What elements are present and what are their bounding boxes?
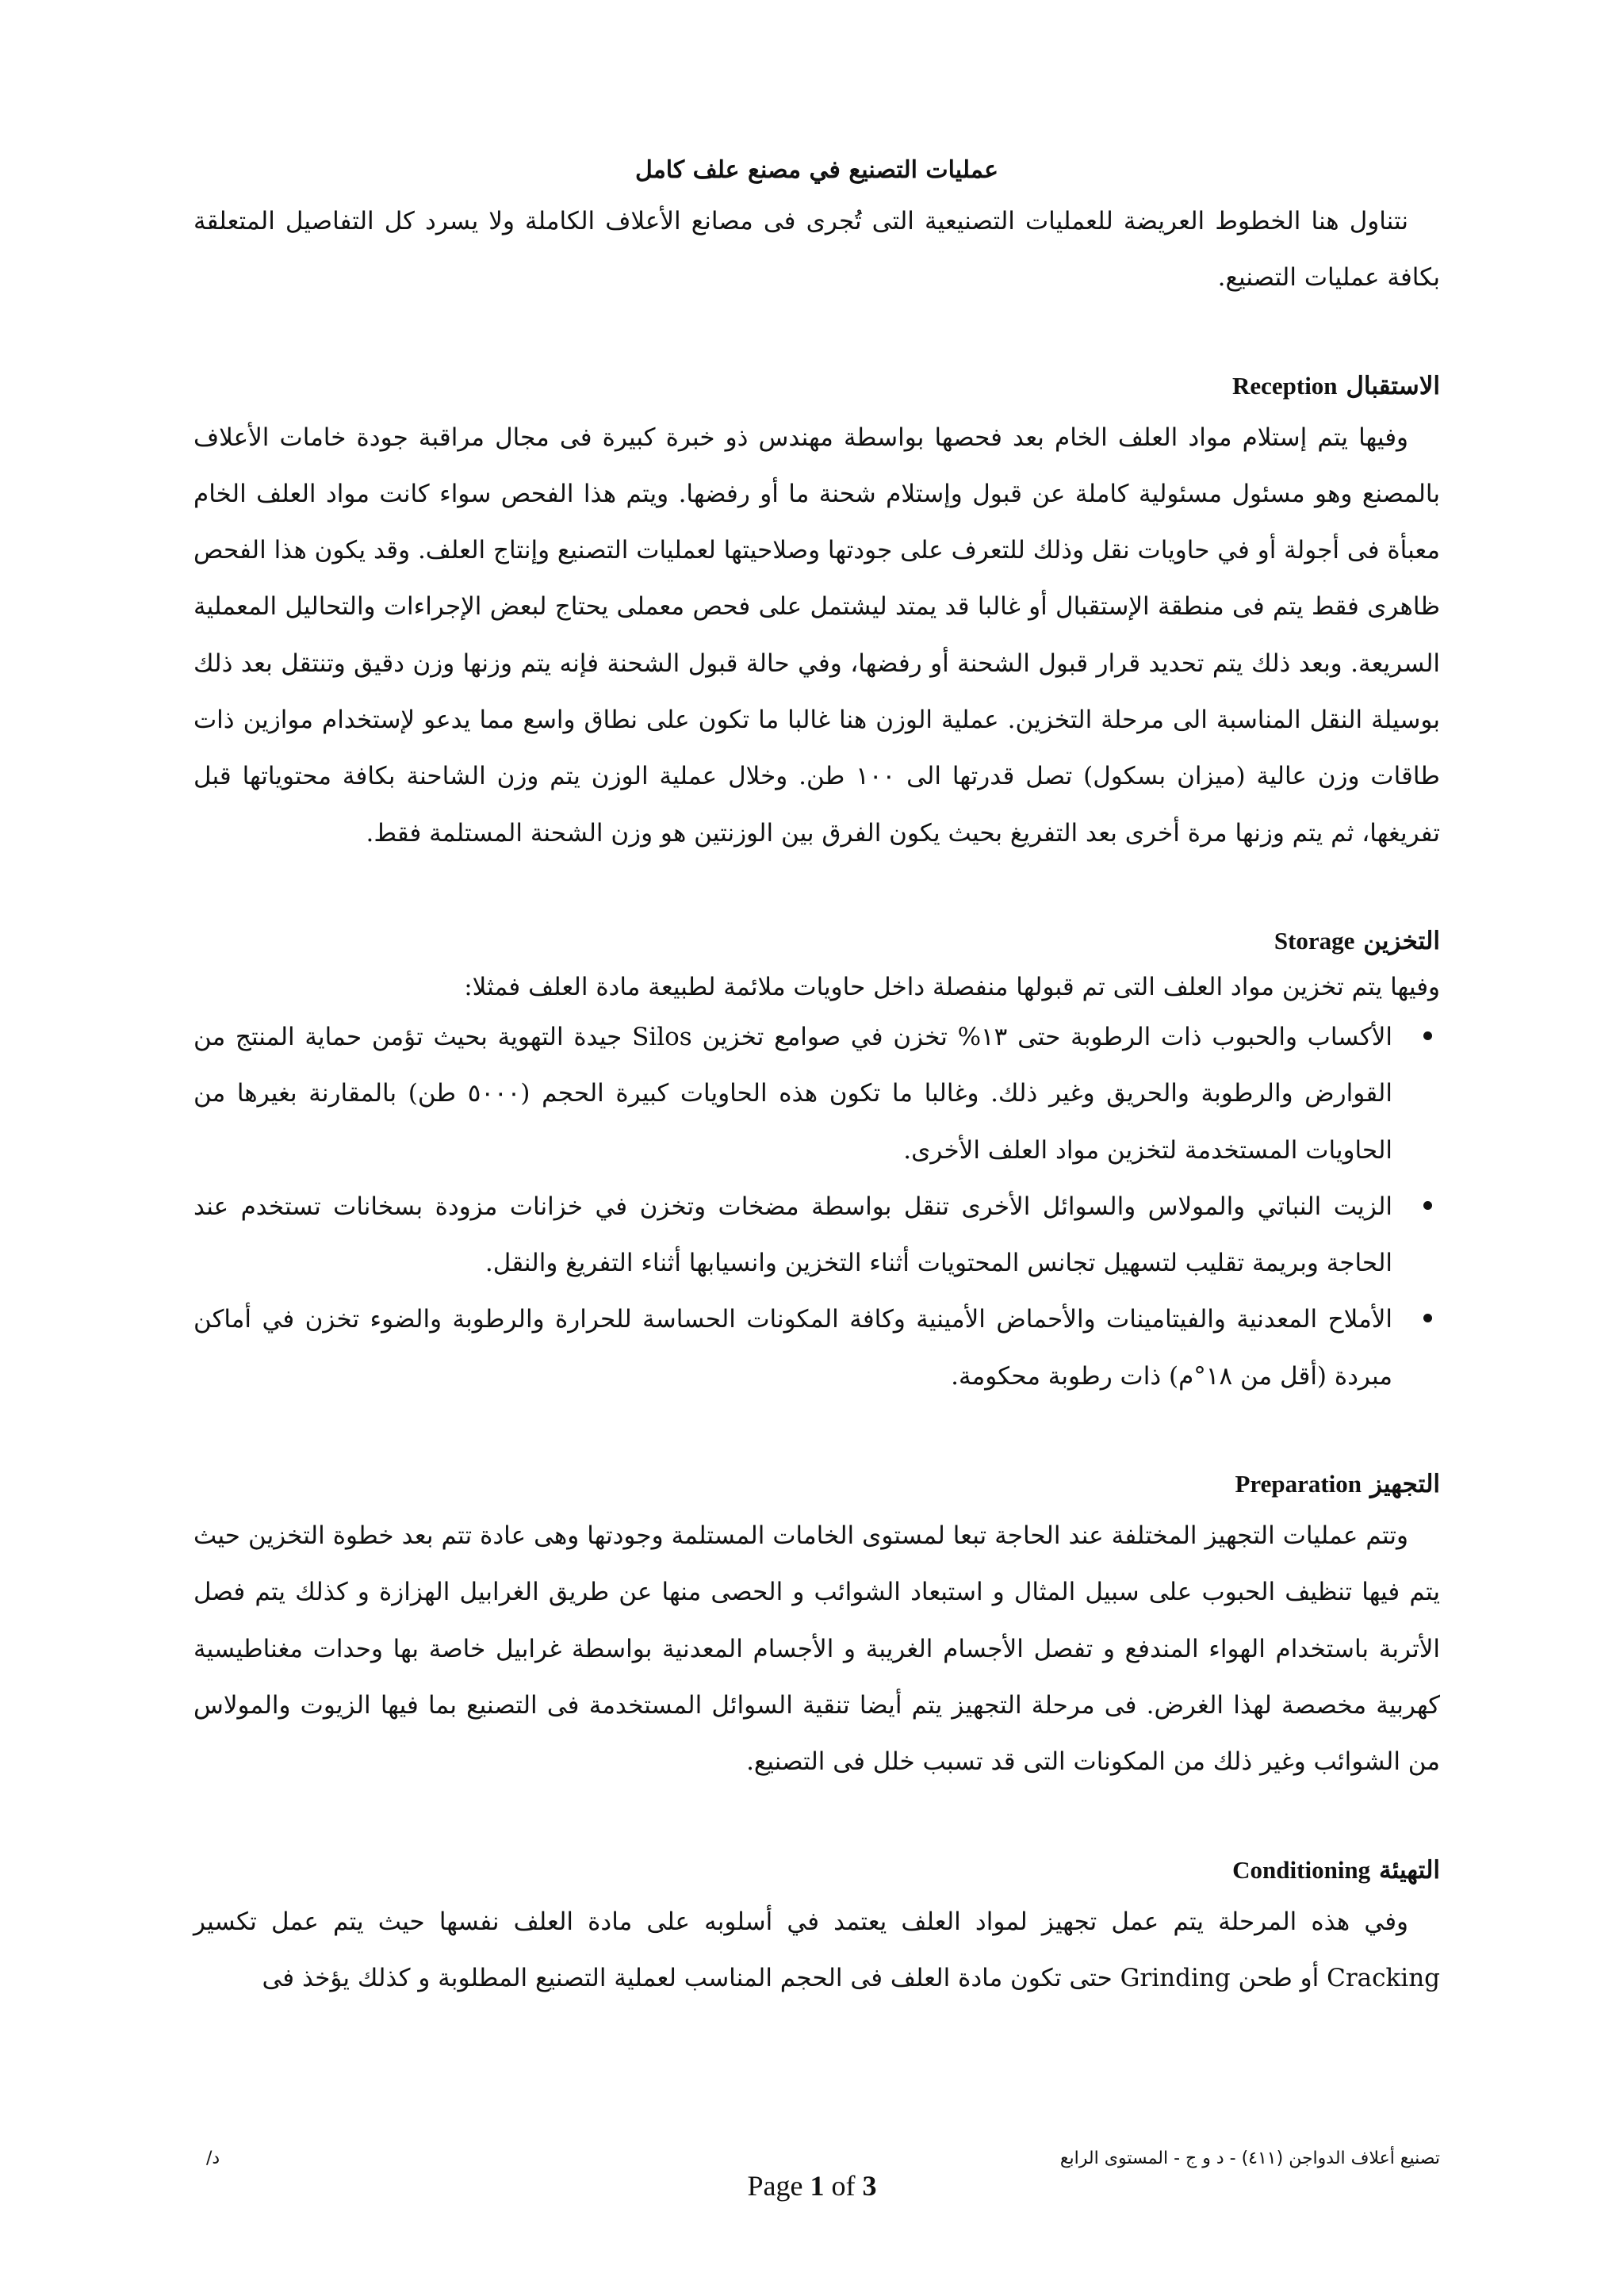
conditioning-heading-en: Conditioning (1232, 1855, 1371, 1884)
storage-bullet-list (193, 1009, 1440, 1405)
reception-paragraph: وفيها يتم إستلام مواد العلف الخام بعد فحصها بواسطة مهندس ذو خبرة كبيرة فى مجال مراقبة جودة خامات الأعلاف بالمصنع وهو مسئول مسئولية كاملة عن قبول وإستلام شحنة ما أو رفضها. ويتم هذا الفحص سواء كانت مواد العلف الخام معبأة فى أجولة أو في حاويات نقل وذلك للتعرف على جودتها وصلاحيتها لعمليات التصنيع وإنتاج العلف. وقد يكون هذا الفحص ظاهرى فقط يتم فى منطقة الإستقبال أو غالبا قد يمتد ليشتمل على فحص معملى يحتاج لبعض الإجراءات والتحاليل المعملية السريعة. وبعد ذلك يتم تحديد قرار قبول الشحنة أو رفضها، وفي حالة قبول الشحنة فإنه يتم وزنها وزن دقيق وتنتقل بعد ذلك بوسيلة النقل المناسبة الى مرحلة التخزين. عملية الوزن هنا غالبا ما تكون على نطاق واسع مما يدعو لإستخدام موازين ذات طاقات وزن عالية (ميزان بسكول) تصل قدرتها الى ١٠٠ طن. وخلال عملية الوزن يتم وزن الشاحنة بكافة محتوياتها قبل تفريغها، ثم يتم وزنها مرة أخرى بعد التفريغ بحيث يكون الفرق بين الوزنتين هو وزن الشحنة المستلمة فقط. (193, 423, 1441, 848)
storage-heading-ar: التخزين (1363, 926, 1440, 955)
storage-heading-en: Storage (1274, 926, 1355, 955)
footer-course-text: تصنيع أعلاف الدواجن (٤١١) - د و ج - المستوى الرابع (1059, 2149, 1440, 2168)
document-title: عمليات التصنيع في مصنع علف كامل (635, 156, 998, 184)
bullet-icon (1423, 1314, 1432, 1322)
intro-paragraph: نتناول هنا الخطوط العريضة للعمليات التصنيعية التى تُجرى فى مصانع الأعلاف الكاملة ولا يسرد كل التفاصيل المتعلقة بكافة عمليات التصنيع. (193, 207, 1440, 293)
reception-heading-ar: الاستقبال (1346, 371, 1440, 400)
total-pages: 3 (862, 2170, 877, 2202)
storage-bullet-text: الأكساب والحبوب ذات الرطوبة حتى ١٣% تخزن في صوامع تخزين Silos جيدة التهوية بحيث تؤمن حماية المنتج من القوارض والرطوبة والحريق وغير ذلك. وغالبا ما تكون هذه الحاويات كبيرة الحجم (٥٠٠٠ طن) بالمقارنة بغيرها من الحاويات المستخدمة لتخزين مواد العلف الأخرى. (193, 1022, 1392, 1165)
page-word: Page (747, 2170, 803, 2202)
bullet-icon (1423, 1031, 1432, 1040)
document-body (193, 151, 1440, 2007)
preparation-paragraph: وتتم عمليات التجهيز المختلفة عند الحاجة تبعا لمستوى الخامات المستلمة وجودتها وهى عادة تتم بعد خطوة التخزين حيث يتم فيها تنظيف الحبوب على سبيل المثال و استبعاد الشوائب و الحصى منها عن طريق الغرابيل الهزازة و كذلك يتم فصل الأتربة باستخدام الهواء المندفع و تفصل الأجسام الغريبة و الأجسام المعدنية بواسطة غرابيل خاصة بها وحدات مغناطيسية كهربية مخصصة لهذا الغرض. فى مرحلة التجهيز يتم أيضا تنقية السوائل المستخدمة فى التصنيع بما فيها الزيوت والمولاس من الشوائب وغير ذلك من المكونات التى قد تسبب خلل فى التصنيع. (193, 1521, 1440, 1777)
of-word: of (831, 2170, 856, 2202)
reception-heading (193, 362, 1440, 410)
preparation-heading (193, 1460, 1440, 1508)
storage-bullet-item (193, 1292, 1440, 1405)
conditioning-heading (193, 1846, 1440, 1894)
footer-initials: د/ (206, 2149, 220, 2168)
reception-heading-en: Reception (1231, 371, 1338, 400)
storage-heading (193, 917, 1440, 965)
current-page: 1 (810, 2170, 825, 2202)
storage-bullet-item (193, 1179, 1440, 1292)
storage-intro: وفيها يتم تخزين مواد العلف التى تم قبولها منفصلة داخل حاويات ملائمة لطبيعة مادة العلف فمثلا: (464, 972, 1440, 1001)
bullet-icon (1423, 1201, 1432, 1210)
storage-bullet-text: الزيت النباتي والمولاس والسوائل الأخرى تنقل بواسطة مضخات وتخزن في خزانات مزودة بسخانات تستخدم عند الحاجة وبريمة تقليب لتسهيل تجانس المحتويات أثناء التخزين وانسيابها أثناء التفريغ والنقل. (193, 1192, 1392, 1278)
preparation-heading-en: Preparation (1235, 1470, 1362, 1498)
conditioning-paragraph: وفي هذه المرحلة يتم عمل تجهيز لمواد العلف يعتمد في أسلوبه على مادة العلف نفسها حيث يتم عمل تكسير Cracking أو طحن Grinding حتى تكون مادة العلف فى الحجم المناسب لعملية التصنيع المطلوبة و كذلك يؤخذ فى (193, 1907, 1440, 1992)
page-number (0, 2169, 1624, 2202)
preparation-heading-ar: التجهيز (1369, 1470, 1440, 1499)
storage-bullet-text: الأملاح المعدنية والفيتامينات والأحماض الأمينية وكافة المكونات الحساسة للحرارة والرطوبة والضوء تخزن في أماكن مبردة (أقل من ١٨°م) ذات رطوبة محكومة. (193, 1305, 1392, 1391)
conditioning-heading-ar: التهيئة (1378, 1855, 1440, 1885)
storage-bullet-item (193, 1009, 1440, 1179)
